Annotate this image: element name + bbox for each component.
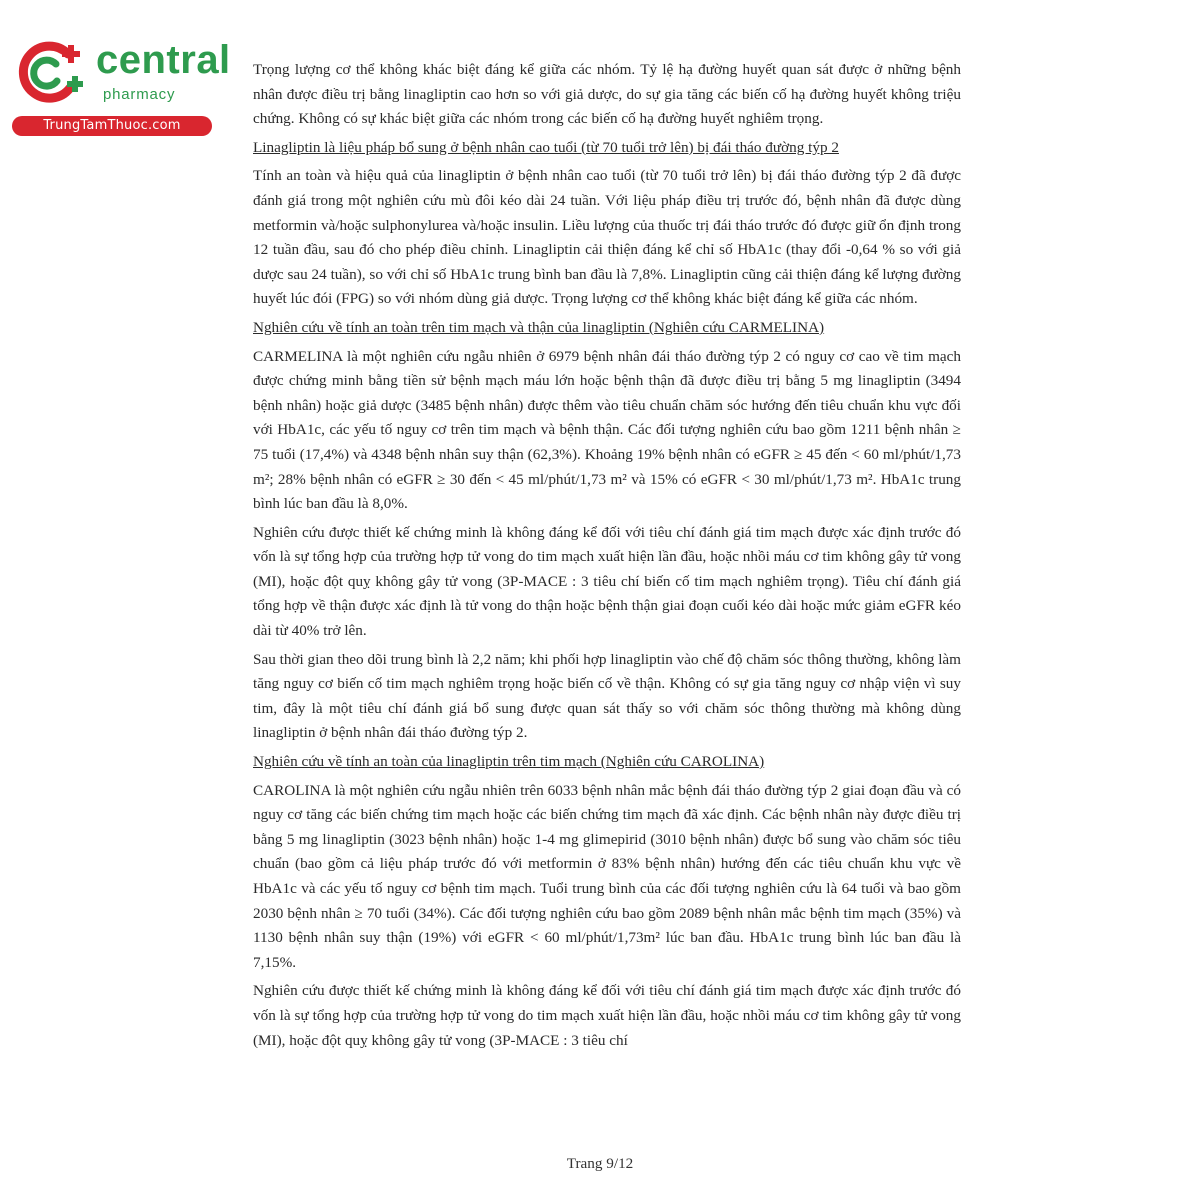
paragraph-body-weight: Trọng lượng cơ thể không khác biệt đáng kể giữa các nhóm. Tỷ lệ hạ đường huyết quan sát được ở những bệnh nhân được điều trị bằng linagliptin cao hơn so với giả dược, do sự gia tăng các biến cố hạ đường huyết không triệu chứng. Không có sự khác biệt giữa các nhóm trong các biến cố hạ đường huyết nghiêm trọng.: [253, 61, 961, 128]
paragraph-carmelina-results: Sau thời gian theo dõi trung bình là 2,2 năm; khi phối hợp linagliptin vào chế độ chăm sóc thông thường, không làm tăng nguy cơ biến cố tim mạch nghiêm trọng hoặc biến cố về thận. Không có sự gia tăng nguy cơ nhập viện vì suy tim, đây là một tiêu chí đánh giá bổ sung được quan sát thấy so với chăm sóc thông thường mà không dùng linagliptin ở bệnh nhân đái tháo đường týp 2.: [253, 650, 961, 742]
heading-carolina: Nghiên cứu về tính an toàn của linagliptin trên tim mạch (Nghiên cứu CAROLINA): [253, 753, 765, 771]
document-body: [253, 58, 961, 1057]
paragraph-carolina-design: CAROLINA là một nghiên cứu ngẫu nhiên trên 6033 bệnh nhân mắc bệnh đái tháo đường týp 2 giai đoạn đầu và có nguy cơ tăng các biến chứng tim mạch hoặc các biến chứng tim mạch đã xác định. Các bệnh nhân này được điều trị bằng 5 mg linagliptin (3023 bệnh nhân) hoặc 1-4 mg glimepirid (3010 bệnh nhân) được bổ sung vào chăm sóc tiêu chuẩn (bao gồm cả liệu pháp trước đó với metformin ở 83% bệnh nhân) hướng đến các tiêu chuẩn khu vực về HbA1c và các yếu tố nguy cơ bệnh tim mạch. Tuổi trung bình của các đối tượng nghiên cứu là 64 tuổi và bao gồm 2030 bệnh nhân ≥ 70 tuổi (34%). Các đối tượng nghiên cứu bao gồm 2089 bệnh nhân mắc bệnh tim mạch (35%) và 1130 bệnh nhân suy thận (19%) với eGFR < 60 ml/phút/1,73m² lúc ban đầu. HbA1c trung bình lúc ban đầu là 7,15%.: [253, 781, 961, 971]
logo-brand-name: central: [96, 38, 231, 82]
heading-elderly-patients: Linagliptin là liệu pháp bổ sung ở bệnh nhân cao tuổi (từ 70 tuổi trở lên) bị đái tháo đường týp 2: [253, 138, 839, 156]
heading-carmelina: Nghiên cứu về tính an toàn trên tim mạch và thận của linagliptin (Nghiên cứu CARMELINA): [253, 318, 825, 336]
logo-subtitle: pharmacy: [103, 86, 176, 103]
paragraph-carmelina-design: CARMELINA là một nghiên cứu ngẫu nhiên ở 6979 bệnh nhân đái tháo đường týp 2 có nguy cơ cao về tim mạch được chứng minh bằng tiền sử bệnh mạch máu lớn hoặc bệnh thận đã được điều trị bằng 5 mg linagliptin (3494 bệnh nhân) hoặc giả dược (3485 bệnh nhân) được thêm vào tiêu chuẩn chăm sóc hướng đến tiêu chuẩn khu vực đối với HbA1c, các yếu tố nguy cơ trên tim mạch và bệnh thận. Các đối tượng nghiên cứu bao gồm 1211 bệnh nhân ≥ 75 tuổi (17,4%) và 4348 bệnh nhân suy thận (62,3%). Khoảng 19% bệnh nhân có eGFR ≥ 45 đến < 60 ml/phút/1,73 m²; 28% bệnh nhân có eGFR ≥ 30 đến < 45 ml/phút/1,73 m² và 15% có eGFR < 30 ml/phút/1,73 m². HbA1c trung bình lúc ban đầu là 8,0%.: [253, 347, 961, 513]
pharmacy-cross-logo-icon: [10, 40, 90, 106]
page-number: Trang 9/12: [566, 1155, 634, 1172]
logo-website-badge: TrungTamThuoc.com: [12, 116, 212, 136]
central-pharmacy-logo: [10, 38, 231, 138]
paragraph-carolina-endpoints: Nghiên cứu được thiết kế chứng minh là không đáng kể đối với tiêu chí đánh giá tim mạch được xác định trước đó vốn là sự tổng hợp của trường hợp tử vong do tim mạch xuất hiện lần đầu, hoặc nhồi máu cơ tim không gây tử vong (MI), hoặc đột quỵ không gây tử vong (3P-MACE : 3 tiêu chí: [253, 982, 961, 1049]
paragraph-elderly-study: Tính an toàn và hiệu quả của linagliptin ở bệnh nhân cao tuổi (từ 70 tuổi trở lên) bị đái tháo đường týp 2 đã được đánh giá trong một nghiên cứu mù đôi kéo dài 24 tuần. Với liệu pháp điều trị trước đó, bệnh nhân đã được dùng metformin và/hoặc sulphonylurea và/hoặc insulin. Liều lượng của thuốc trị đái tháo trước đó được giữ ổn định trong 12 tuần đầu, sau đó cho phép điều chỉnh. Linagliptin cải thiện đáng kể chỉ số HbA1c (thay đổi -0,64 % so với giả dược sau 24 tuần), so với chỉ số HbA1c trung bình ban đầu là 7,8%. Linagliptin cũng cải thiện đáng kể lượng đường huyết lúc đói (FPG) so với nhóm dùng giả dược. Trọng lượng cơ thể không khác biệt đáng kể giữa các nhóm.: [253, 167, 961, 308]
paragraph-carmelina-endpoints: Nghiên cứu được thiết kế chứng minh là không đáng kể đối với tiêu chí đánh giá tim mạch được xác định trước đó vốn là sự tổng hợp của trường hợp tử vong do tim mạch xuất hiện lần đầu, hoặc nhồi máu cơ tim không gây tử vong (MI), hoặc đột quỵ không gây tử vong (3P-MACE : 3 tiêu chí biến cố tim mạch nghiêm trọng). Tiêu chí đánh giá tổng hợp về thận được xác định là tử vong do thận hoặc bệnh thận giai đoạn cuối kéo dài hoặc mức giảm eGFR kéo dài từ 40% trở lên.: [253, 523, 961, 640]
